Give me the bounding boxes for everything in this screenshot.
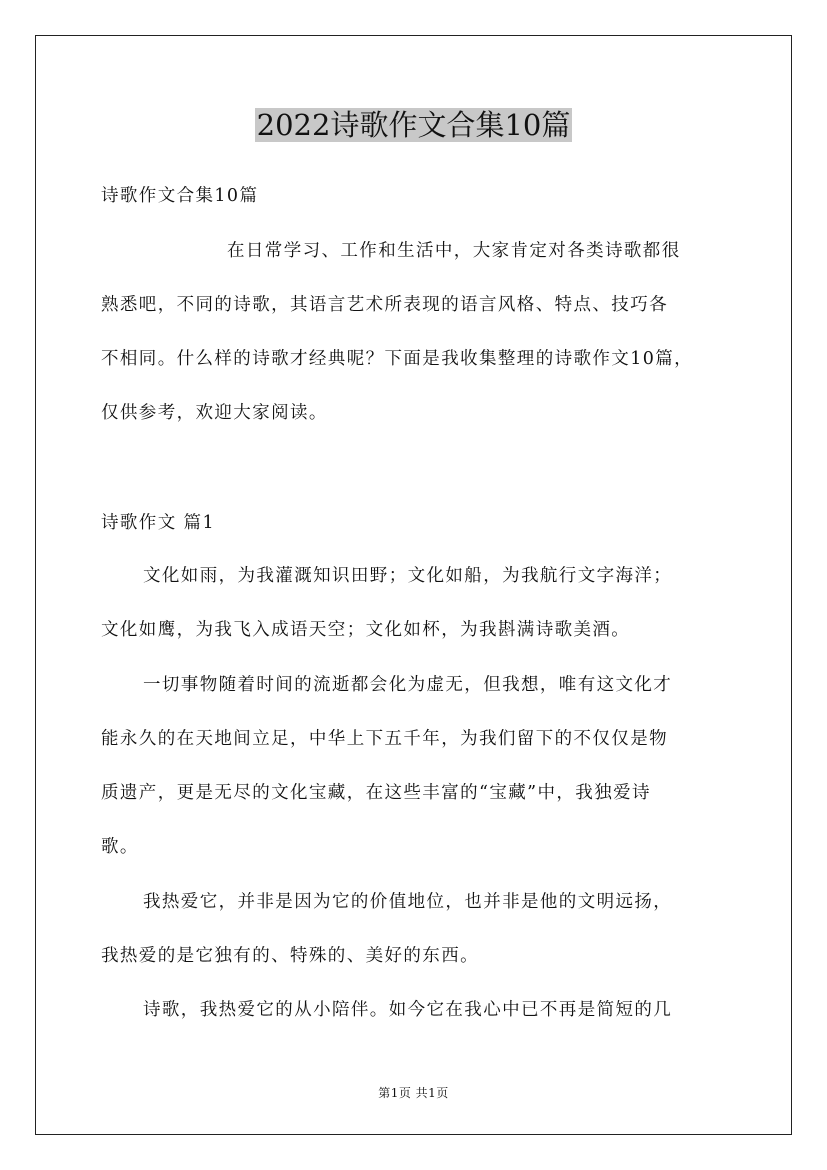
paragraph-line: 歌。 [101, 837, 139, 857]
paragraph-line: 文化如鹰，为我飞入成语天空；文化如杯，为我斟满诗歌美酒。 [101, 620, 631, 640]
paragraph-line: 我热爱的是它独有的、特殊的、美好的东西。 [101, 946, 479, 966]
page-footer: 第1页 共1页 [378, 1086, 449, 1100]
paragraph-line: 我热爱它，并非是因为它的价值地位，也并非是他的文明远扬， [143, 892, 673, 912]
paragraph-line: 能永久的在天地间立足，中华上下五千年，为我们留下的不仅仅是物 [101, 729, 668, 749]
paragraph-line: 一切事物随着时间的流逝都会化为虚无，但我想，唯有这文化才 [143, 675, 673, 695]
paragraph-line: 诗歌，我热爱它的从小陪伴。如今它在我心中已不再是简短的几 [143, 1000, 673, 1020]
paragraph-line: 文化如雨，为我灌溉知识田野；文化如船，为我航行文字海洋； [143, 566, 673, 586]
document-subtitle: 诗歌作文合集10篇 [101, 186, 259, 206]
paragraph-line: 质遗产，更是无尽的文化宝藏，在这些丰富的“宝藏”中，我独爱诗 [101, 783, 651, 803]
intro-line: 不相同。什么样的诗歌才经典呢？下面是我收集整理的诗歌作文10篇， [101, 349, 694, 369]
intro-line: 在日常学习、工作和生活中，大家肯定对各类诗歌都很 [227, 241, 681, 261]
intro-line: 仅供参考，欢迎大家阅读。 [101, 403, 328, 423]
section-heading: 诗歌作文 篇1 [101, 513, 215, 533]
document-title: 2022诗歌作文合集10篇 [256, 108, 571, 142]
intro-line: 熟悉吧，不同的诗歌，其语言艺术所表现的语言风格、特点、技巧各 [101, 295, 668, 315]
